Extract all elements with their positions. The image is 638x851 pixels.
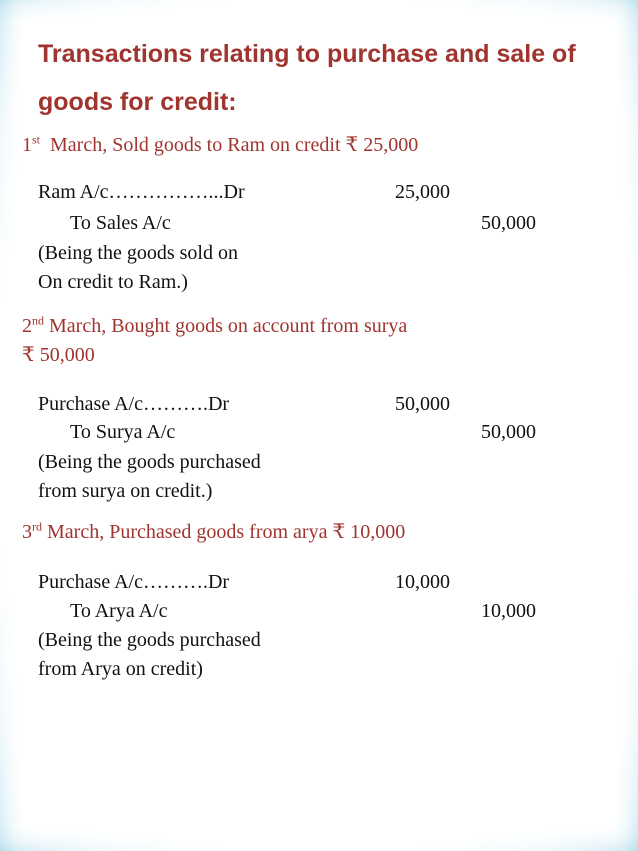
transaction-1-narration-line-2: On credit to Ram.)	[38, 271, 188, 293]
transaction-2-credit-amount: 50,000	[481, 421, 536, 443]
transaction-2-narration-line-2: from surya on credit.)	[38, 480, 213, 502]
transaction-1-heading-text: March, Sold goods to Ram on credit ₹ 25,000	[40, 134, 419, 156]
transaction-1-credit-amount: 50,000	[481, 212, 536, 234]
transaction-1-debit-amount: 25,000	[395, 181, 450, 203]
transaction-2-debit-line: Purchase A/c……….Dr	[38, 393, 230, 415]
transaction-2-debit-amount: 50,000	[395, 393, 450, 415]
transaction-1-credit-line: To Sales A/c	[70, 212, 171, 234]
transaction-2-heading	[22, 312, 407, 341]
transaction-1-heading	[22, 131, 418, 160]
transaction-1-debit-line: Ram A/c……………...Dr	[38, 181, 245, 203]
transaction-3-narration-line-2: from Arya on credit)	[38, 658, 203, 680]
transaction-3-credit-line: To Arya A/c	[70, 600, 168, 622]
transaction-3-heading-text: March, Purchased goods from arya ₹ 10,000	[42, 521, 406, 543]
transaction-3-narration-line-1: (Being the goods purchased	[38, 629, 261, 651]
transaction-3-debit-amount: 10,000	[395, 571, 450, 593]
transaction-3-heading	[22, 518, 405, 547]
transaction-3-day-suffix: rd	[32, 519, 42, 534]
transaction-2-heading-text: March, Bought goods on account from surya	[44, 315, 408, 337]
transaction-1-day: 1	[22, 134, 32, 156]
transaction-2-heading-amount: ₹ 50,000	[22, 344, 95, 366]
transaction-1-day-suffix: st	[32, 132, 41, 147]
transaction-3-credit-amount: 10,000	[481, 600, 536, 622]
transaction-3-debit-line: Purchase A/c……….Dr	[38, 571, 230, 593]
transaction-2-day: 2	[22, 315, 32, 337]
slide-title: Transactions relating to purchase and sale of goods for credit:	[38, 40, 576, 116]
transaction-2-narration-line-1: (Being the goods purchased	[38, 451, 261, 473]
transaction-3-day: 3	[22, 521, 32, 543]
transaction-2-day-suffix: nd	[32, 313, 44, 328]
transaction-2-credit-line: To Surya A/c	[70, 421, 176, 443]
transaction-1-narration-line-1: (Being the goods sold on	[38, 242, 238, 264]
